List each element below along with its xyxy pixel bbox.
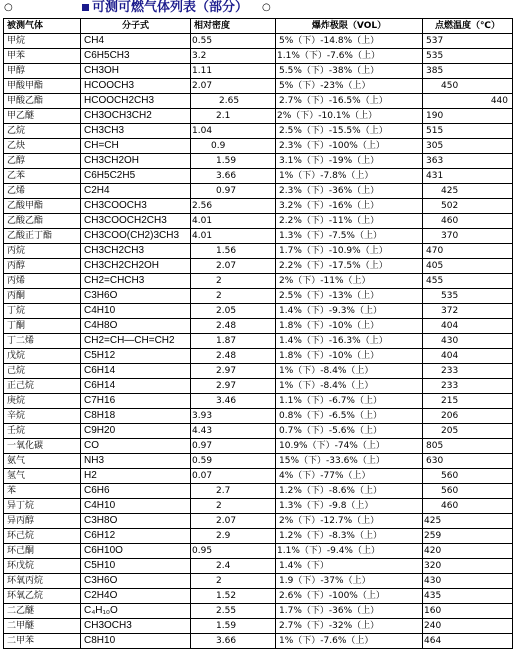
cell-gas-name: 丁酮: [4, 319, 81, 334]
cell-formula: CH3OCH3CH2: [81, 109, 191, 124]
cell-formula: C4H10: [81, 499, 191, 514]
cell-relative-density: 2.1: [191, 109, 276, 124]
page-header: [0, 0, 516, 18]
header-explosion-limit: 爆炸极限（VOL）: [276, 19, 423, 34]
cell-formula: CH3COO(CH2)3CH3: [81, 229, 191, 244]
cell-explosion-limit: 4%（下）-77%（上）: [276, 469, 423, 484]
cell-explosion-limit: 1.2%（下）-8.3%（上）: [276, 529, 423, 544]
page-title: 可测可燃气体列表（部分）: [92, 0, 249, 15]
table-row: [4, 169, 513, 184]
cell-relative-density: 3.93: [191, 409, 276, 424]
table-row: [4, 379, 513, 394]
table-row: [4, 79, 513, 94]
cell-gas-name: 丙酮: [4, 289, 81, 304]
table-row: [4, 514, 513, 529]
table-row: [4, 364, 513, 379]
cell-relative-density: 1.56: [191, 244, 276, 259]
cell-gas-name: 异丙醇: [4, 514, 81, 529]
cell-explosion-limit: 2.7%（下）-32%（上）: [276, 619, 423, 634]
cell-gas-name: 一氧化碳: [4, 439, 81, 454]
cell-gas-name: 甲酸乙酯: [4, 94, 81, 109]
cell-formula: C6H6: [81, 484, 191, 499]
cell-relative-density: 0.59: [191, 454, 276, 469]
cell-relative-density: 3.66: [191, 634, 276, 649]
cell-gas-name: 甲乙醚: [4, 109, 81, 124]
cell-gas-name: 乙酸正丁酯: [4, 229, 81, 244]
cell-relative-density: 1.87: [191, 334, 276, 349]
cell-ignition-temp: 320: [423, 559, 513, 574]
cell-explosion-limit: 2.5%（下）-15.5%（上）: [276, 124, 423, 139]
table-row: [4, 454, 513, 469]
cell-explosion-limit: 1.4%（下）-16.3%（上）: [276, 334, 423, 349]
cell-ignition-temp: 455: [423, 274, 513, 289]
cell-explosion-limit: 1.4%（下）-9.3%（上）: [276, 304, 423, 319]
cell-formula: C9H20: [81, 424, 191, 439]
cell-gas-name: 苯: [4, 484, 81, 499]
cell-explosion-limit: 2.6%（下）-100%（上）: [276, 589, 423, 604]
cell-ignition-temp: 464: [423, 634, 513, 649]
circle-glyph-left: ○: [4, 2, 13, 13]
cell-relative-density: 4.01: [191, 229, 276, 244]
cell-formula: CH3CH2CH2OH: [81, 259, 191, 274]
cell-ignition-temp: 560: [423, 469, 513, 484]
table-row: [4, 349, 513, 364]
cell-gas-name: 甲醇: [4, 64, 81, 79]
table-row: [4, 424, 513, 439]
cell-gas-name: 辛烷: [4, 409, 81, 424]
cell-relative-density: 2: [191, 274, 276, 289]
cell-ignition-temp: 405: [423, 259, 513, 274]
table-row: [4, 544, 513, 559]
cell-formula: CH3OH: [81, 64, 191, 79]
cell-gas-name: 丙烷: [4, 244, 81, 259]
cell-formula: CH4: [81, 34, 191, 49]
cell-explosion-limit: 2.5%（下）-13%（上）: [276, 289, 423, 304]
cell-ignition-temp: 630: [423, 454, 513, 469]
cell-gas-name: 甲酸甲酯: [4, 79, 81, 94]
cell-ignition-temp: 372: [423, 304, 513, 319]
table-row: [4, 409, 513, 424]
cell-gas-name: 二甲苯: [4, 634, 81, 649]
table-row: [4, 589, 513, 604]
cell-relative-density: 1.59: [191, 619, 276, 634]
cell-gas-name: 氢气: [4, 469, 81, 484]
cell-ignition-temp: 502: [423, 199, 513, 214]
cell-formula: CH2=CHCH3: [81, 274, 191, 289]
cell-relative-density: 3.66: [191, 169, 276, 184]
table-row: [4, 49, 513, 64]
cell-explosion-limit: 1.2%（下）-8.6%（上）: [276, 484, 423, 499]
table-row: [4, 439, 513, 454]
cell-gas-name: 甲苯: [4, 49, 81, 64]
cell-relative-density: 2.97: [191, 364, 276, 379]
cell-gas-name: 乙炔: [4, 139, 81, 154]
cell-gas-name: 壬烷: [4, 424, 81, 439]
cell-gas-name: 乙酸乙酯: [4, 214, 81, 229]
cell-explosion-limit: 1.7%（下）-36%（上）: [276, 604, 423, 619]
cell-gas-name: 环氧乙烷: [4, 589, 81, 604]
cell-formula: C8H10: [81, 634, 191, 649]
cell-explosion-limit: 1.7%（下）-10.9%（上）: [276, 244, 423, 259]
cell-explosion-limit: 1%（下）-7.8%（上）: [276, 169, 423, 184]
table-row: [4, 94, 513, 109]
table-row: [4, 199, 513, 214]
cell-explosion-limit: 0.7%（下）-5.6%（上）: [276, 424, 423, 439]
cell-gas-name: 丁烷: [4, 304, 81, 319]
cell-ignition-temp: 460: [423, 214, 513, 229]
cell-gas-name: 异丁烷: [4, 499, 81, 514]
cell-formula: C6H10O: [81, 544, 191, 559]
cell-relative-density: 2.48: [191, 319, 276, 334]
cell-relative-density: 1.52: [191, 589, 276, 604]
cell-relative-density: 2.05: [191, 304, 276, 319]
cell-ignition-temp: 435: [423, 589, 513, 604]
cell-gas-name: 乙烷: [4, 124, 81, 139]
header-formula: 分子式: [81, 19, 191, 34]
header-gas-name: 被测气体: [4, 19, 81, 34]
cell-relative-density: 2.07: [191, 259, 276, 274]
cell-formula: H2: [81, 469, 191, 484]
cell-explosion-limit: 2%（下）-12.7%（上）: [276, 514, 423, 529]
cell-gas-name: 甲烷: [4, 34, 81, 49]
cell-formula: C6H14: [81, 364, 191, 379]
cell-ignition-temp: 363: [423, 154, 513, 169]
cell-explosion-limit: 3.1%（下）-19%（上）: [276, 154, 423, 169]
cell-gas-name: 二甲醚: [4, 619, 81, 634]
cell-formula: CH=CH: [81, 139, 191, 154]
cell-gas-name: 正己烷: [4, 379, 81, 394]
cell-ignition-temp: 404: [423, 349, 513, 364]
cell-relative-density: 2: [191, 289, 276, 304]
table-row: [4, 499, 513, 514]
cell-ignition-temp: 515: [423, 124, 513, 139]
cell-formula: CH3CH2CH3: [81, 244, 191, 259]
cell-formula: C6H5C2H5: [81, 169, 191, 184]
cell-ignition-temp: 430: [423, 574, 513, 589]
cell-gas-name: 乙烯: [4, 184, 81, 199]
cell-relative-density: 0.55: [191, 34, 276, 49]
cell-explosion-limit: 0.8%（下）-6.5%（上）: [276, 409, 423, 424]
table-row: [4, 64, 513, 79]
cell-explosion-limit: 1.4%（下）: [276, 559, 423, 574]
cell-relative-density: 1.59: [191, 154, 276, 169]
flammable-gas-table: [3, 18, 513, 649]
cell-ignition-temp: 404: [423, 319, 513, 334]
cell-gas-name: 环氧丙烷: [4, 574, 81, 589]
cell-relative-density: 2.65: [191, 94, 276, 109]
cell-formula: NH3: [81, 454, 191, 469]
cell-ignition-temp: 190: [423, 109, 513, 124]
table-row: [4, 274, 513, 289]
cell-relative-density: 2.9: [191, 529, 276, 544]
cell-ignition-temp: 206: [423, 409, 513, 424]
table-row: [4, 154, 513, 169]
cell-ignition-temp: 259: [423, 529, 513, 544]
cell-explosion-limit: 3.2%（下）-16%（上）: [276, 199, 423, 214]
cell-ignition-temp: 160: [423, 604, 513, 619]
cell-relative-density: 0.97: [191, 184, 276, 199]
cell-formula: C8H18: [81, 409, 191, 424]
cell-gas-name: 二乙醚: [4, 604, 81, 619]
cell-gas-name: 乙苯: [4, 169, 81, 184]
cell-relative-density: 2.07: [191, 514, 276, 529]
table-row: [4, 619, 513, 634]
cell-ignition-temp: 431: [423, 169, 513, 184]
cell-relative-density: 0.97: [191, 439, 276, 454]
table-row: [4, 319, 513, 334]
cell-formula: C3H6O: [81, 574, 191, 589]
cell-formula: CH3CH2OH: [81, 154, 191, 169]
cell-explosion-limit: 1%（下）-7.6%（上）: [276, 634, 423, 649]
cell-ignition-temp: 440: [423, 94, 513, 109]
table-header-row: [4, 19, 513, 34]
cell-formula: HCOOCH3: [81, 79, 191, 94]
cell-formula: C4H10: [81, 304, 191, 319]
cell-explosion-limit: 15%（下）-33.6%（上）: [276, 454, 423, 469]
cell-relative-density: 4.01: [191, 214, 276, 229]
cell-gas-name: 丙烯: [4, 274, 81, 289]
cell-formula: CH2=CH—CH=CH2: [81, 334, 191, 349]
cell-explosion-limit: 2.2%（下）-17.5%（上）: [276, 259, 423, 274]
cell-relative-density: 2.7: [191, 484, 276, 499]
cell-relative-density: 2.97: [191, 379, 276, 394]
table-row: [4, 244, 513, 259]
cell-explosion-limit: 2.3%（下）-36%（上）: [276, 184, 423, 199]
table-row: [4, 124, 513, 139]
circle-glyph-right: ○: [262, 2, 271, 13]
cell-ignition-temp: 425: [423, 514, 513, 529]
table-row: [4, 139, 513, 154]
cell-relative-density: 1.11: [191, 64, 276, 79]
cell-formula: C2H4: [81, 184, 191, 199]
cell-formula: C5H10: [81, 559, 191, 574]
table-row: [4, 634, 513, 649]
table-row: [4, 469, 513, 484]
cell-explosion-limit: 1.3%（下）-9.8（上）: [276, 499, 423, 514]
cell-formula: C6H12: [81, 529, 191, 544]
cell-formula: C6H5CH3: [81, 49, 191, 64]
cell-ignition-temp: 385: [423, 64, 513, 79]
cell-ignition-temp: 215: [423, 394, 513, 409]
cell-formula: C5H12: [81, 349, 191, 364]
table-row: [4, 484, 513, 499]
cell-explosion-limit: 1.1%（下）-9.4%（上）: [276, 544, 423, 559]
cell-explosion-limit: 1.8%（下）-10%（上）: [276, 349, 423, 364]
cell-explosion-limit: 1.9（下）-37%（上）: [276, 574, 423, 589]
cell-explosion-limit: 5.5%（下）-38%（上）: [276, 64, 423, 79]
table-row: [4, 229, 513, 244]
cell-formula: C6H14: [81, 379, 191, 394]
cell-relative-density: 0.95: [191, 544, 276, 559]
cell-gas-name: 己烷: [4, 364, 81, 379]
table-row: [4, 574, 513, 589]
cell-ignition-temp: 805: [423, 439, 513, 454]
cell-gas-name: 戊烷: [4, 349, 81, 364]
cell-ignition-temp: 560: [423, 484, 513, 499]
cell-ignition-temp: 305: [423, 139, 513, 154]
table-row: [4, 214, 513, 229]
table-row: [4, 529, 513, 544]
cell-formula: CO: [81, 439, 191, 454]
cell-explosion-limit: 1%（下）-8.4%（上）: [276, 364, 423, 379]
cell-ignition-temp: 233: [423, 379, 513, 394]
cell-ignition-temp: 240: [423, 619, 513, 634]
cell-relative-density: 2: [191, 499, 276, 514]
cell-gas-name: 庚烷: [4, 394, 81, 409]
cell-relative-density: 2.55: [191, 604, 276, 619]
cell-explosion-limit: 2.2%（下）-11%（上）: [276, 214, 423, 229]
cell-formula: CH3CH3: [81, 124, 191, 139]
cell-relative-density: 3.2: [191, 49, 276, 64]
cell-relative-density: 2.07: [191, 79, 276, 94]
cell-gas-name: 环己烷: [4, 529, 81, 544]
cell-gas-name: 乙酸甲酯: [4, 199, 81, 214]
table-row: [4, 559, 513, 574]
cell-formula: C4H8O: [81, 319, 191, 334]
cell-formula: HCOOCH2CH3: [81, 94, 191, 109]
cell-explosion-limit: 1%（下）-8.4%（上）: [276, 379, 423, 394]
cell-ignition-temp: 370: [423, 229, 513, 244]
table-row: [4, 334, 513, 349]
cell-relative-density: 2: [191, 574, 276, 589]
cell-gas-name: 乙醇: [4, 154, 81, 169]
cell-explosion-limit: 1.3%（下）-7.5%（上）: [276, 229, 423, 244]
cell-explosion-limit: 5%（下）-14.8%（上）: [276, 34, 423, 49]
cell-gas-name: 环己酮: [4, 544, 81, 559]
cell-relative-density: 3.46: [191, 394, 276, 409]
cell-explosion-limit: 2.7%（下）-16.5%（上）: [276, 94, 423, 109]
table-row: [4, 259, 513, 274]
table-row: [4, 289, 513, 304]
cell-gas-name: 环戊烷: [4, 559, 81, 574]
cell-formula: CH3OCH3: [81, 619, 191, 634]
cell-relative-density: 1.04: [191, 124, 276, 139]
cell-formula: C3H8O: [81, 514, 191, 529]
cell-explosion-limit: 1.1%（下）-6.7%（上）: [276, 394, 423, 409]
cell-formula: C2H4O: [81, 589, 191, 604]
cell-ignition-temp: 535: [423, 49, 513, 64]
cell-ignition-temp: 420: [423, 544, 513, 559]
cell-relative-density: 4.43: [191, 424, 276, 439]
cell-explosion-limit: 10.9%（下）-74%（上）: [276, 439, 423, 454]
cell-gas-name: 丙醇: [4, 259, 81, 274]
table-row: [4, 304, 513, 319]
cell-explosion-limit: 5%（下）-23%（上）: [276, 79, 423, 94]
table-row: [4, 109, 513, 124]
cell-explosion-limit: 2.3%（下）-100%（上）: [276, 139, 423, 154]
cell-formula: CH3COOCH3: [81, 199, 191, 214]
cell-relative-density: 2.56: [191, 199, 276, 214]
cell-ignition-temp: 470: [423, 244, 513, 259]
cell-ignition-temp: 535: [423, 289, 513, 304]
cell-ignition-temp: 233: [423, 364, 513, 379]
square-bullet-icon: [82, 4, 89, 11]
cell-ignition-temp: 450: [423, 79, 513, 94]
cell-explosion-limit: 1.1%（下）-7.6%（上）: [276, 49, 423, 64]
table-row: [4, 34, 513, 49]
cell-formula: C7H16: [81, 394, 191, 409]
cell-formula: CH3COOCH2CH3: [81, 214, 191, 229]
cell-explosion-limit: 2%（下）-11%（上）: [276, 274, 423, 289]
header-ignition-temp: 点燃温度（℃）: [423, 19, 513, 34]
cell-relative-density: 2.4: [191, 559, 276, 574]
cell-relative-density: 0.07: [191, 469, 276, 484]
cell-explosion-limit: 2%（下）-10.1%（上）: [276, 109, 423, 124]
cell-gas-name: 丁二烯: [4, 334, 81, 349]
cell-ignition-temp: 430: [423, 334, 513, 349]
cell-ignition-temp: 460: [423, 499, 513, 514]
cell-gas-name: 氨气: [4, 454, 81, 469]
table-row: [4, 604, 513, 619]
cell-ignition-temp: 205: [423, 424, 513, 439]
cell-ignition-temp: 425: [423, 184, 513, 199]
cell-formula: C3H6O: [81, 289, 191, 304]
table-row: [4, 184, 513, 199]
header-relative-density: 相对密度: [191, 19, 276, 34]
cell-explosion-limit: 1.8%（下）-10%（上）: [276, 319, 423, 334]
cell-relative-density: 2.48: [191, 349, 276, 364]
table-row: [4, 394, 513, 409]
cell-relative-density: 0.9: [191, 139, 276, 154]
cell-ignition-temp: 537: [423, 34, 513, 49]
cell-formula: C₄H₁₀O: [81, 604, 191, 619]
